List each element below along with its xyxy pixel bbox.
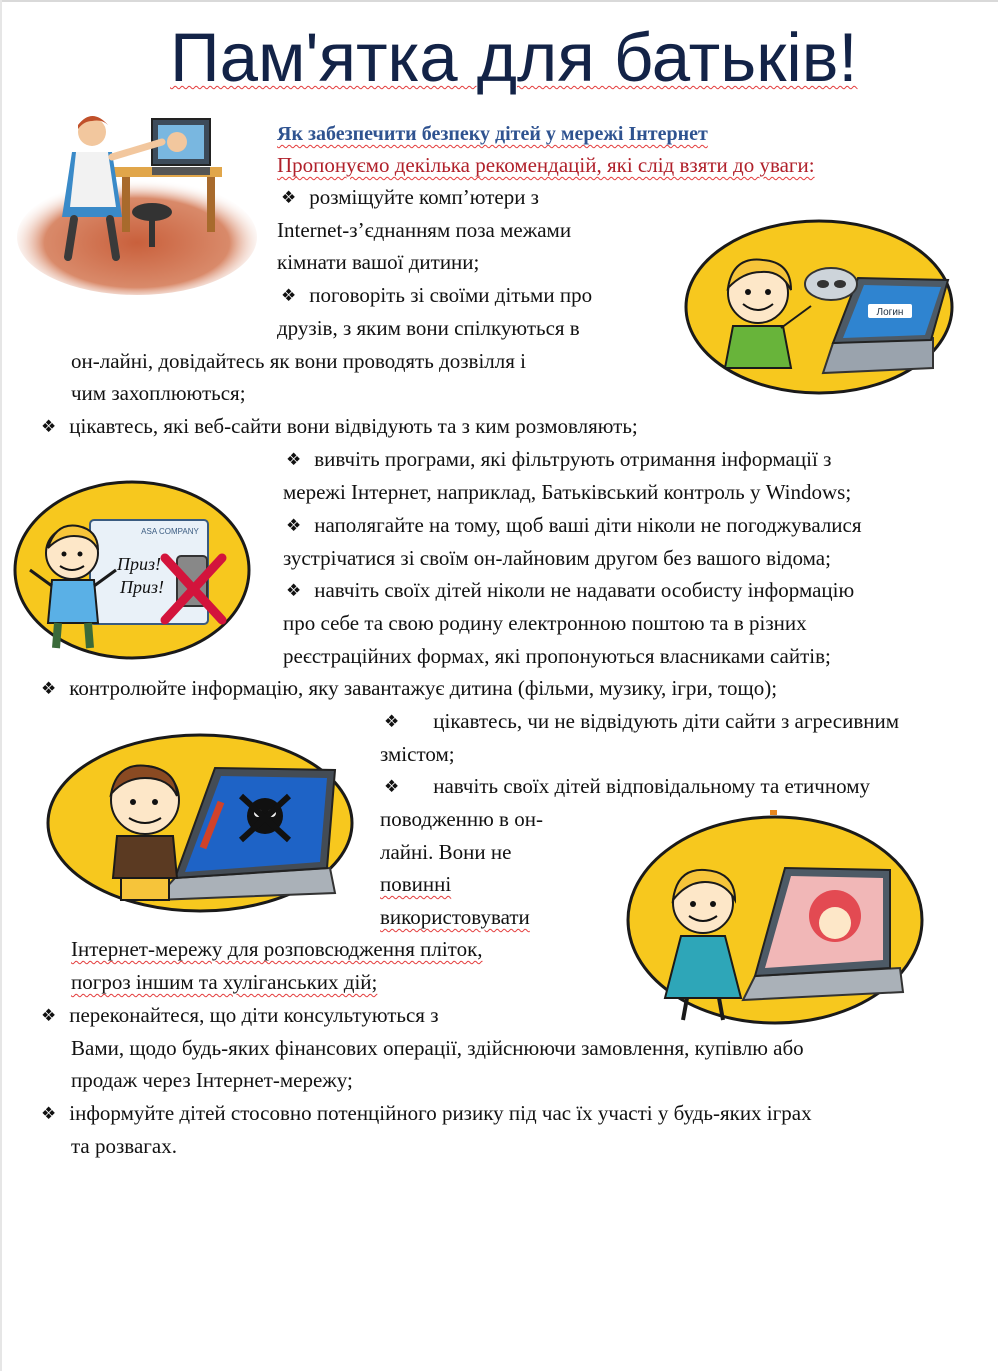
list-item: ❖ вивчіть програми, які фільтрують отримання інформації з [286, 444, 831, 476]
list-item: ❖ навчіть своїх дітей ніколи не надавати особисту інформацію [286, 575, 854, 607]
list-item-continuation: он-лайні, довідайтесь як вони проводять дозвілля і [71, 349, 526, 373]
list-item: ❖ контролюйте інформацію, яку завантажує дитина (фільми, музику, ігри, тощо); [41, 673, 777, 705]
top-border [0, 0, 998, 2]
list-item-continuation: Вами, щодо будь-яких фінансових операції, здійснюючи замовлення, купівлю або [71, 1036, 804, 1060]
list-item-continuation: кімнати вашої дитини; [277, 250, 480, 274]
prize-scam-illustration [12, 478, 252, 663]
list-item: ❖ поговоріть зі своїми дітьми про [281, 280, 592, 312]
page-title: Пам'ятка для батьків! [170, 19, 858, 96]
svg-text:Логин: Логин [876, 307, 904, 318]
list-item-continuation: реєстраційних формах, які пропонуються власниками сайтів; [283, 644, 831, 668]
intro-text: Пропонуємо декілька рекомендацій, які слід взяти до уваги: [277, 153, 815, 177]
girl-laptop-chat-illustration [625, 808, 925, 1026]
list-item: ❖ цікавтесь, чи не відвідують діти сайти з агресивним [384, 706, 899, 738]
list-item: ❖ наполягайте на тому, щоб ваші діти ніколи не погоджувалися [286, 510, 862, 542]
svg-text:ASA COMPANY: ASA COMPANY [141, 527, 199, 536]
list-item: ❖ навчіть своїх дітей відповідальному та етичному [384, 771, 870, 803]
list-item-continuation: та розвагах. [71, 1134, 177, 1158]
list-item-continuation: повинні [380, 872, 452, 896]
list-item-continuation: лайні. Вони не [380, 840, 512, 864]
list-item-continuation: чим захоплюються; [71, 381, 246, 405]
orange-dot [770, 810, 777, 815]
list-item-continuation: погроз іншим та хуліганських дій; [71, 970, 378, 994]
list-item: ❖ розміщуйте комп’ютери з [281, 182, 539, 214]
list-item: ❖ переконайтеся, що діти консультуються з [41, 1000, 439, 1032]
list-item-continuation: зустрічатися зі своїм он-лайновим другом без вашого відома; [283, 546, 831, 570]
list-item-continuation: друзів, з яким вони спілкуються в [277, 316, 580, 340]
list-item-continuation: Інтернет-мережу для розповсюдження пліток, [71, 937, 483, 961]
page-subtitle: Як забезпечити безпеку дітей у мережі Інтернет [277, 123, 708, 145]
list-item: ❖ цікавтесь, які веб-сайти вони відвідують та з ким розмовляють; [41, 411, 638, 443]
svg-text:Приз!: Приз! [117, 554, 162, 574]
list-item: ❖ інформуйте дітей стосовно потенційного ризику під час їх участі у будь-яких іграх [41, 1098, 812, 1130]
list-item-continuation: змістом; [380, 742, 455, 766]
svg-text:Приз!: Приз! [120, 577, 165, 597]
list-item-continuation: мережі Інтернет, наприклад, Батьківський контроль у Windows; [283, 480, 852, 504]
list-item-continuation: поводженню в он- [380, 807, 543, 831]
list-item-continuation: використовувати [380, 905, 530, 929]
left-border [0, 0, 2, 1371]
list-item-continuation: продаж через Інтернет-мережу; [71, 1068, 353, 1092]
girl-laptop-login-illustration [683, 218, 955, 396]
list-item-continuation: Internet-з’єднанням поза межами [277, 218, 572, 242]
parent-child-computer-illustration [12, 97, 262, 297]
aggressive-content-illustration [45, 728, 355, 918]
list-item-continuation: про себе та свою родину електронною поштою та в різних [283, 611, 807, 635]
